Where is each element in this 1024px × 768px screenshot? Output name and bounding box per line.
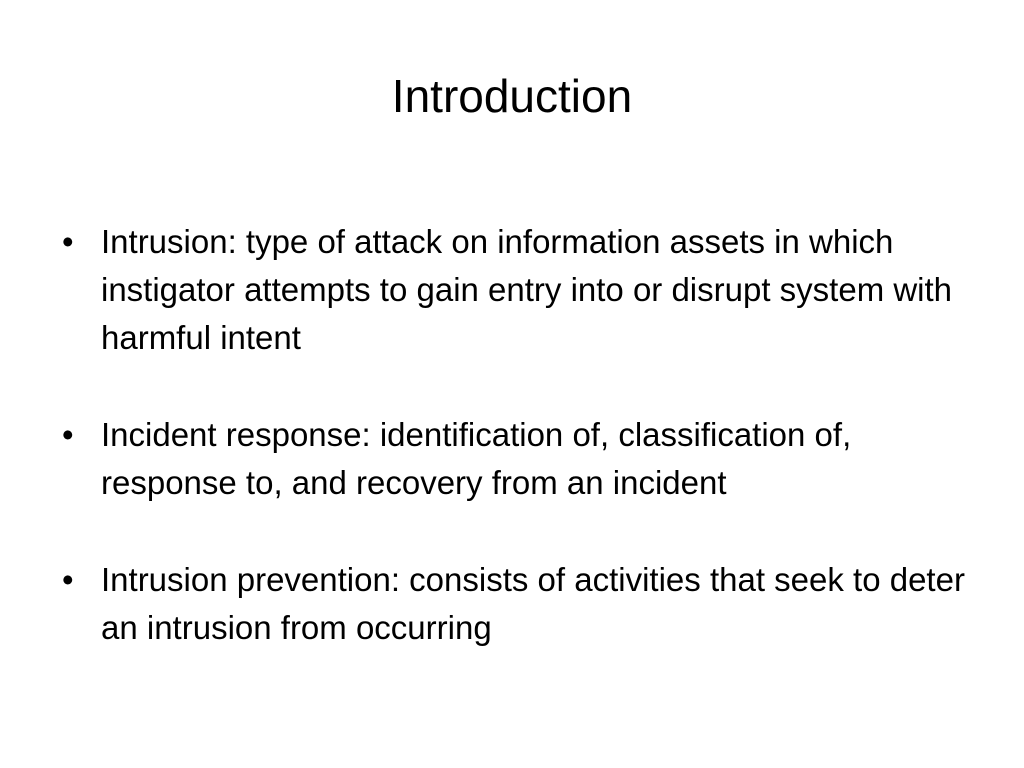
- bullet-list: [56, 218, 976, 652]
- bullet-item-intrusion: [56, 218, 976, 362]
- bullet-icon: •: [62, 416, 74, 453]
- bullet-icon: •: [62, 223, 74, 260]
- bullet-text: Intrusion prevention: consists of activities that seek to deter an intrusion from occurring: [101, 561, 965, 646]
- bullet-text: Incident response: identification of, classification of, response to, and recovery from an incident: [101, 416, 852, 501]
- bullet-icon: •: [62, 561, 74, 598]
- bullet-text: Intrusion: type of attack on information assets in which instigator attempts to gain entry into or disrupt system with harmful intent: [101, 223, 953, 356]
- slide-title: Introduction: [391, 70, 633, 122]
- bullet-item-intrusion-prevention: [56, 556, 976, 652]
- bullet-item-incident-response: [56, 411, 976, 507]
